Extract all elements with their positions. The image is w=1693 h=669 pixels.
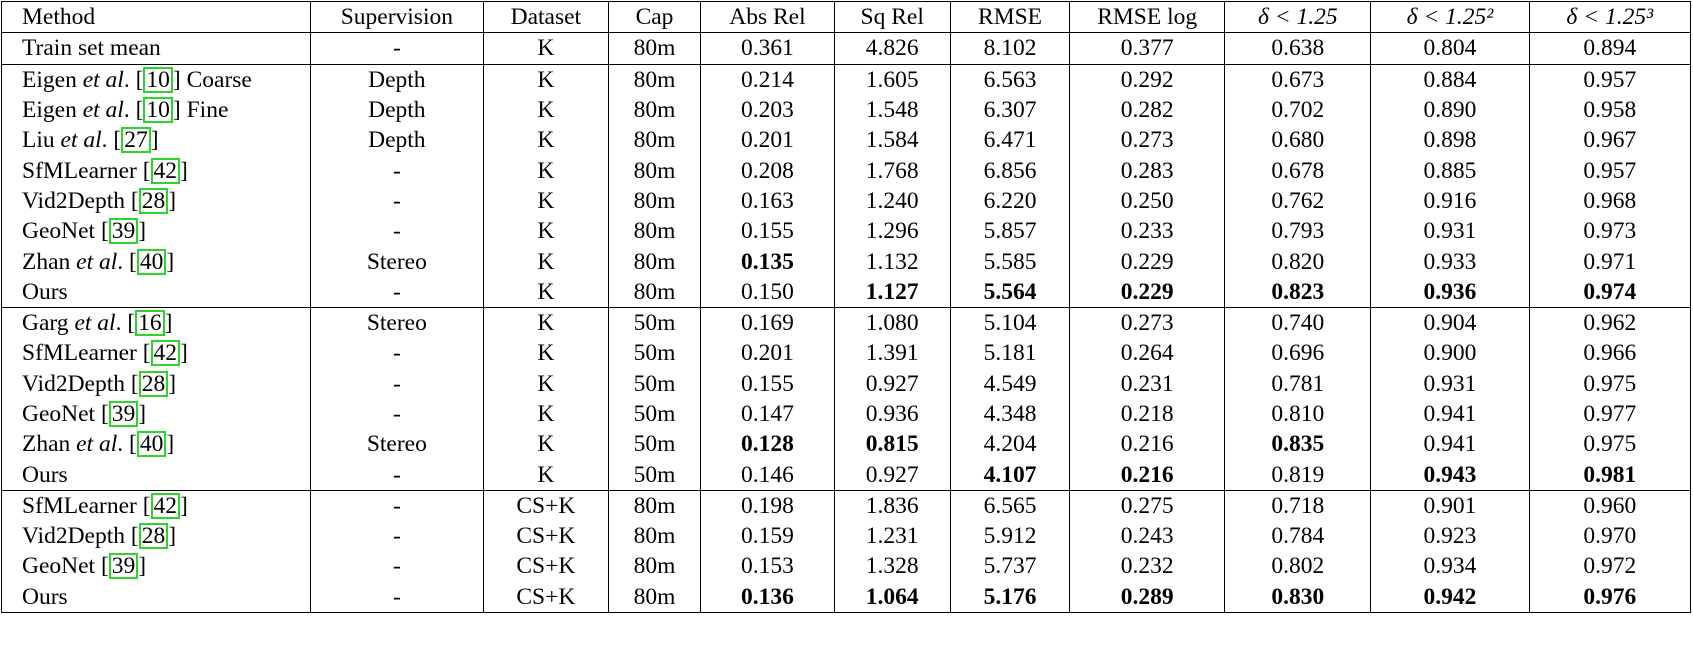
method-cell: SfMLearner [ 42 ] bbox=[2, 155, 311, 185]
cap-cell: 80m bbox=[608, 551, 701, 581]
header-cap: Cap bbox=[608, 2, 701, 33]
cap-cell: 50m bbox=[608, 459, 701, 490]
rmse-cell: 5.181 bbox=[950, 338, 1069, 368]
sq-rel-cell: 1.584 bbox=[834, 125, 950, 155]
cap-cell: 80m bbox=[608, 155, 701, 185]
rmse-log-cell: 0.275 bbox=[1070, 490, 1225, 521]
table-row bbox=[2, 338, 1691, 368]
citation-link[interactable]: 42 bbox=[151, 340, 181, 366]
method-name: Ours bbox=[22, 583, 68, 610]
sq-rel-cell: 4.826 bbox=[834, 33, 950, 64]
method-cell: SfMLearner [ 42 ] bbox=[2, 338, 311, 368]
abs-rel-cell: 0.136 bbox=[701, 582, 834, 613]
abs-rel-cell: 0.155 bbox=[701, 216, 834, 246]
delta-2-cell: 0.931 bbox=[1371, 369, 1529, 399]
rmse-log-cell: 0.216 bbox=[1070, 459, 1225, 490]
sq-rel-cell: 1.127 bbox=[834, 277, 950, 308]
dataset-cell: K bbox=[483, 64, 608, 95]
citation-link[interactable]: 42 bbox=[151, 158, 181, 184]
method-cell bbox=[2, 277, 311, 308]
delta-3-cell: 0.975 bbox=[1529, 429, 1690, 459]
dataset-cell: CS+K bbox=[483, 521, 608, 551]
et-al: et al bbox=[60, 127, 102, 154]
abs-rel-cell: 0.128 bbox=[701, 429, 834, 459]
rmse-log-cell: 0.229 bbox=[1070, 246, 1225, 276]
rmse-cell: 5.176 bbox=[950, 582, 1069, 613]
delta-2-cell: 0.904 bbox=[1371, 307, 1529, 338]
sq-rel-cell: 0.815 bbox=[834, 429, 950, 459]
delta-1-cell: 0.823 bbox=[1225, 277, 1371, 308]
cap-cell: 80m bbox=[608, 33, 701, 64]
delta-1-cell: 0.762 bbox=[1225, 186, 1371, 216]
supervision-cell: - bbox=[310, 216, 483, 246]
citation-link[interactable]: 28 bbox=[139, 371, 169, 397]
citation-link[interactable]: 39 bbox=[109, 401, 139, 427]
abs-rel-cell: 0.203 bbox=[701, 95, 834, 125]
supervision-cell: - bbox=[310, 369, 483, 399]
method-name: GeoNet bbox=[22, 218, 96, 245]
cap-cell: 80m bbox=[608, 521, 701, 551]
dataset-cell: CS+K bbox=[483, 551, 608, 581]
abs-rel-cell: 0.147 bbox=[701, 399, 834, 429]
rmse-log-cell: 0.289 bbox=[1070, 582, 1225, 613]
method-cell bbox=[2, 582, 311, 613]
citation-link[interactable]: 39 bbox=[109, 218, 139, 244]
supervision-cell: - bbox=[310, 338, 483, 368]
delta-3-cell: 0.971 bbox=[1529, 246, 1690, 276]
table-row bbox=[2, 216, 1691, 246]
dataset-cell: K bbox=[483, 429, 608, 459]
method-cell bbox=[2, 459, 311, 490]
delta-3-cell: 0.975 bbox=[1529, 369, 1690, 399]
et-al-dot: . bbox=[117, 248, 124, 275]
rmse-cell: 5.104 bbox=[950, 307, 1069, 338]
delta-2-cell: 0.923 bbox=[1371, 521, 1529, 551]
sq-rel-cell: 1.548 bbox=[834, 95, 950, 125]
delta-2-cell: 0.936 bbox=[1371, 277, 1529, 308]
delta-1-cell: 0.793 bbox=[1225, 216, 1371, 246]
table-row bbox=[2, 95, 1691, 125]
et-al-dot: . bbox=[123, 66, 130, 93]
rmse-log-cell: 0.377 bbox=[1070, 33, 1225, 64]
table-row bbox=[2, 186, 1691, 216]
delta-2-cell: 0.933 bbox=[1371, 246, 1529, 276]
cap-cell: 50m bbox=[608, 399, 701, 429]
supervision-cell: Stereo bbox=[310, 307, 483, 338]
table-row bbox=[2, 64, 1691, 95]
method-cell: Garg et al. [ 16 ] bbox=[2, 307, 311, 338]
dataset-cell: K bbox=[483, 125, 608, 155]
delta-2-cell: 0.931 bbox=[1371, 216, 1529, 246]
delta-1-cell: 0.678 bbox=[1225, 155, 1371, 185]
method-name: GeoNet bbox=[22, 401, 96, 427]
delta-1-cell: 0.680 bbox=[1225, 125, 1371, 155]
supervision-cell: - bbox=[310, 399, 483, 429]
dataset-cell: CS+K bbox=[483, 582, 608, 613]
method-cell: GeoNet [ 39 ] bbox=[2, 216, 311, 246]
method-name: Vid2Depth bbox=[22, 187, 126, 214]
table-row bbox=[2, 246, 1691, 276]
delta-3-cell: 0.970 bbox=[1529, 521, 1690, 551]
abs-rel-cell: 0.169 bbox=[701, 307, 834, 338]
table-row bbox=[2, 459, 1691, 490]
rmse-cell: 5.564 bbox=[950, 277, 1069, 308]
sq-rel-cell: 1.064 bbox=[834, 582, 950, 613]
abs-rel-cell: 0.155 bbox=[701, 369, 834, 399]
method-suffix: Coarse bbox=[180, 66, 252, 93]
rmse-cell: 6.220 bbox=[950, 186, 1069, 216]
rmse-cell: 8.102 bbox=[950, 33, 1069, 64]
cap-cell: 80m bbox=[608, 186, 701, 216]
dataset-cell: K bbox=[483, 246, 608, 276]
abs-rel-cell: 0.150 bbox=[701, 277, 834, 308]
et-al-dot: . bbox=[117, 431, 124, 458]
delta-3-cell: 0.973 bbox=[1529, 216, 1690, 246]
delta-3-cell: 0.972 bbox=[1529, 551, 1690, 581]
sq-rel-cell: 1.080 bbox=[834, 307, 950, 338]
delta-1-cell: 0.673 bbox=[1225, 64, 1371, 95]
method-cell: Zhan et al. [ 40 ] bbox=[2, 246, 311, 276]
delta-2-cell: 0.934 bbox=[1371, 551, 1529, 581]
cap-cell: 50m bbox=[608, 429, 701, 459]
delta-2-cell: 0.804 bbox=[1371, 33, 1529, 64]
citation-link[interactable]: 10 bbox=[143, 67, 173, 93]
table-row bbox=[2, 155, 1691, 185]
sq-rel-cell: 1.768 bbox=[834, 155, 950, 185]
delta-2-cell: 0.885 bbox=[1371, 155, 1529, 185]
header-sq-rel: Sq Rel bbox=[834, 2, 950, 33]
rmse-cell: 6.471 bbox=[950, 125, 1069, 155]
delta-3-cell: 0.967 bbox=[1529, 125, 1690, 155]
supervision-cell: Depth bbox=[310, 64, 483, 95]
rmse-cell: 5.737 bbox=[950, 551, 1069, 581]
delta-2-cell: 0.884 bbox=[1371, 64, 1529, 95]
abs-rel-cell: 0.135 bbox=[701, 246, 834, 276]
delta-1-cell: 0.830 bbox=[1225, 582, 1371, 613]
abs-rel-cell: 0.361 bbox=[701, 33, 834, 64]
header-rmse-log: RMSE log bbox=[1070, 2, 1225, 33]
dataset-cell: K bbox=[483, 338, 608, 368]
delta-1-cell: 0.820 bbox=[1225, 246, 1371, 276]
method-name: Eigen bbox=[22, 66, 83, 93]
delta-1-cell: 0.802 bbox=[1225, 551, 1371, 581]
delta-3-cell: 0.894 bbox=[1529, 33, 1690, 64]
method-cell: Vid2Depth [ 28 ] bbox=[2, 521, 311, 551]
delta-1-cell: 0.819 bbox=[1225, 459, 1371, 490]
rmse-log-cell: 0.273 bbox=[1070, 125, 1225, 155]
dataset-cell: K bbox=[483, 33, 608, 64]
delta-2-cell: 0.898 bbox=[1371, 125, 1529, 155]
rmse-log-cell: 0.233 bbox=[1070, 216, 1225, 246]
rmse-log-cell: 0.229 bbox=[1070, 277, 1225, 308]
abs-rel-cell: 0.201 bbox=[701, 125, 834, 155]
method-name: SfMLearner bbox=[22, 157, 137, 184]
method-name: Ours bbox=[22, 278, 68, 305]
method-cell: Vid2Depth [ 28 ] bbox=[2, 369, 311, 399]
table-row bbox=[2, 307, 1691, 338]
citation-link[interactable]: 27 bbox=[121, 127, 151, 153]
method-name: Vid2Depth bbox=[22, 370, 126, 397]
sq-rel-cell: 1.231 bbox=[834, 521, 950, 551]
method-name: Zhan bbox=[22, 431, 77, 458]
et-al: et al bbox=[82, 66, 124, 93]
delta-3-cell: 0.962 bbox=[1529, 307, 1690, 338]
citation-link[interactable]: 42 bbox=[151, 493, 181, 519]
table-row bbox=[2, 521, 1691, 551]
sq-rel-cell: 1.836 bbox=[834, 490, 950, 521]
abs-rel-cell: 0.208 bbox=[701, 155, 834, 185]
rmse-log-cell: 0.216 bbox=[1070, 429, 1225, 459]
supervision-cell: - bbox=[310, 551, 483, 581]
dataset-cell: K bbox=[483, 307, 608, 338]
dataset-cell: K bbox=[483, 399, 608, 429]
table-row bbox=[2, 399, 1691, 429]
supervision-cell: Stereo bbox=[310, 246, 483, 276]
header-delta-2: δ < 1.25² bbox=[1371, 2, 1529, 33]
delta-3-cell: 0.957 bbox=[1529, 64, 1690, 95]
delta-3-cell: 0.981 bbox=[1529, 459, 1690, 490]
rmse-log-cell: 0.232 bbox=[1070, 551, 1225, 581]
rmse-log-cell: 0.231 bbox=[1070, 369, 1225, 399]
delta-1-cell: 0.718 bbox=[1225, 490, 1371, 521]
rmse-cell: 4.348 bbox=[950, 399, 1069, 429]
delta-2-cell: 0.916 bbox=[1371, 186, 1529, 216]
delta-3-cell: 0.974 bbox=[1529, 277, 1690, 308]
supervision-cell: Depth bbox=[310, 125, 483, 155]
method-name: Liu bbox=[22, 127, 61, 154]
delta-3-cell: 0.976 bbox=[1529, 582, 1690, 613]
sq-rel-cell: 0.936 bbox=[834, 399, 950, 429]
rmse-cell: 5.912 bbox=[950, 521, 1069, 551]
delta-2-cell: 0.941 bbox=[1371, 399, 1529, 429]
table-row bbox=[2, 125, 1691, 155]
sq-rel-cell: 0.927 bbox=[834, 369, 950, 399]
rmse-log-cell: 0.283 bbox=[1070, 155, 1225, 185]
cap-cell: 80m bbox=[608, 582, 701, 613]
abs-rel-cell: 0.153 bbox=[701, 551, 834, 581]
abs-rel-cell: 0.214 bbox=[701, 64, 834, 95]
supervision-cell: - bbox=[310, 155, 483, 185]
method-name: GeoNet bbox=[22, 553, 96, 580]
method-name: Garg bbox=[22, 310, 75, 337]
rmse-cell: 4.204 bbox=[950, 429, 1069, 459]
cap-cell: 80m bbox=[608, 216, 701, 246]
method-cell: Zhan et al. [ 40 ] bbox=[2, 429, 311, 459]
sq-rel-cell: 0.927 bbox=[834, 459, 950, 490]
results-table bbox=[1, 1, 1691, 613]
supervision-cell: - bbox=[310, 582, 483, 613]
delta-1-cell: 0.781 bbox=[1225, 369, 1371, 399]
header-delta-3: δ < 1.25³ bbox=[1529, 2, 1690, 33]
table-row bbox=[2, 369, 1691, 399]
et-al: et al bbox=[76, 248, 118, 275]
table-row bbox=[2, 490, 1691, 521]
rmse-cell: 6.307 bbox=[950, 95, 1069, 125]
rmse-log-cell: 0.218 bbox=[1070, 399, 1225, 429]
supervision-cell: - bbox=[310, 459, 483, 490]
dataset-cell: K bbox=[483, 186, 608, 216]
delta-3-cell: 0.957 bbox=[1529, 155, 1690, 185]
cap-cell: 80m bbox=[608, 490, 701, 521]
method-name: Eigen bbox=[22, 97, 83, 124]
delta-3-cell: 0.958 bbox=[1529, 95, 1690, 125]
et-al-dot: . bbox=[101, 127, 108, 154]
rmse-cell: 6.856 bbox=[950, 155, 1069, 185]
dataset-cell: K bbox=[483, 216, 608, 246]
delta-1-cell: 0.810 bbox=[1225, 399, 1371, 429]
citation-link[interactable]: 28 bbox=[139, 188, 169, 214]
method-cell: SfMLearner [ 42 ] bbox=[2, 490, 311, 521]
rmse-cell: 6.563 bbox=[950, 64, 1069, 95]
et-al: et al bbox=[74, 310, 116, 337]
dataset-cell: K bbox=[483, 459, 608, 490]
delta-3-cell: 0.968 bbox=[1529, 186, 1690, 216]
method-name: Train set mean bbox=[22, 35, 161, 62]
cap-cell: 80m bbox=[608, 95, 701, 125]
rmse-log-cell: 0.243 bbox=[1070, 521, 1225, 551]
citation-link[interactable]: 10 bbox=[143, 97, 173, 123]
method-cell: Vid2Depth [ 28 ] bbox=[2, 186, 311, 216]
delta-1-cell: 0.784 bbox=[1225, 521, 1371, 551]
supervision-cell: Stereo bbox=[310, 429, 483, 459]
header-supervision: Supervision bbox=[310, 2, 483, 33]
citation-link[interactable]: 39 bbox=[109, 553, 139, 579]
method-cell bbox=[2, 33, 311, 64]
header-dataset: Dataset bbox=[483, 2, 608, 33]
supervision-cell: - bbox=[310, 490, 483, 521]
method-name: Vid2Depth bbox=[22, 523, 126, 550]
abs-rel-cell: 0.159 bbox=[701, 521, 834, 551]
rmse-log-cell: 0.264 bbox=[1070, 338, 1225, 368]
table-row bbox=[2, 277, 1691, 308]
header-method: Method bbox=[2, 2, 311, 33]
sq-rel-cell: 1.132 bbox=[834, 246, 950, 276]
method-suffix: Fine bbox=[180, 97, 229, 124]
rmse-log-cell: 0.282 bbox=[1070, 95, 1225, 125]
supervision-cell: Depth bbox=[310, 95, 483, 125]
rmse-cell: 4.549 bbox=[950, 369, 1069, 399]
method-cell: GeoNet [ 39 ] bbox=[2, 551, 311, 581]
supervision-cell: - bbox=[310, 521, 483, 551]
et-al-dot: . bbox=[115, 310, 122, 337]
supervision-cell: - bbox=[310, 277, 483, 308]
method-name: SfMLearner bbox=[22, 492, 137, 519]
sq-rel-cell: 1.328 bbox=[834, 551, 950, 581]
rmse-cell: 5.585 bbox=[950, 246, 1069, 276]
cap-cell: 80m bbox=[608, 277, 701, 308]
sq-rel-cell: 1.296 bbox=[834, 216, 950, 246]
abs-rel-cell: 0.163 bbox=[701, 186, 834, 216]
cap-cell: 50m bbox=[608, 307, 701, 338]
dataset-cell: K bbox=[483, 369, 608, 399]
rmse-cell: 4.107 bbox=[950, 459, 1069, 490]
citation-link[interactable]: 40 bbox=[137, 249, 167, 275]
sq-rel-cell: 1.391 bbox=[834, 338, 950, 368]
supervision-cell: - bbox=[310, 33, 483, 64]
delta-2-cell: 0.900 bbox=[1371, 338, 1529, 368]
rmse-cell: 6.565 bbox=[950, 490, 1069, 521]
abs-rel-cell: 0.198 bbox=[701, 490, 834, 521]
supervision-cell: - bbox=[310, 186, 483, 216]
delta-2-cell: 0.890 bbox=[1371, 95, 1529, 125]
sq-rel-cell: 1.605 bbox=[834, 64, 950, 95]
citation-link[interactable]: 40 bbox=[137, 431, 167, 457]
method-name: SfMLearner bbox=[22, 340, 137, 367]
delta-1-cell: 0.702 bbox=[1225, 95, 1371, 125]
method-cell: GeoNet [ 39 ] bbox=[2, 399, 311, 429]
delta-2-cell: 0.941 bbox=[1371, 429, 1529, 459]
dataset-cell: K bbox=[483, 155, 608, 185]
method-cell: Eigen et al. [ 10 ] Fine bbox=[2, 95, 311, 125]
header-abs-rel: Abs Rel bbox=[701, 2, 834, 33]
table-row bbox=[2, 551, 1691, 581]
delta-1-cell: 0.638 bbox=[1225, 33, 1371, 64]
et-al: et al bbox=[76, 431, 118, 458]
table-row bbox=[2, 33, 1691, 64]
delta-1-cell: 0.696 bbox=[1225, 338, 1371, 368]
header-rmse: RMSE bbox=[950, 2, 1069, 33]
delta-2-cell: 0.901 bbox=[1371, 490, 1529, 521]
dataset-cell: K bbox=[483, 277, 608, 308]
header-delta-1: δ < 1.25 bbox=[1225, 2, 1371, 33]
et-al-dot: . bbox=[123, 97, 130, 124]
cap-cell: 50m bbox=[608, 338, 701, 368]
delta-2-cell: 0.942 bbox=[1371, 582, 1529, 613]
delta-3-cell: 0.977 bbox=[1529, 399, 1690, 429]
method-name: Zhan bbox=[22, 248, 77, 275]
method-name: Ours bbox=[22, 461, 68, 488]
cap-cell: 80m bbox=[608, 246, 701, 276]
cap-cell: 50m bbox=[608, 369, 701, 399]
header-row bbox=[2, 2, 1691, 33]
delta-2-cell: 0.943 bbox=[1371, 459, 1529, 490]
delta-3-cell: 0.966 bbox=[1529, 338, 1690, 368]
delta-1-cell: 0.740 bbox=[1225, 307, 1371, 338]
abs-rel-cell: 0.201 bbox=[701, 338, 834, 368]
rmse-cell: 5.857 bbox=[950, 216, 1069, 246]
dataset-cell: CS+K bbox=[483, 490, 608, 521]
rmse-log-cell: 0.292 bbox=[1070, 64, 1225, 95]
abs-rel-cell: 0.146 bbox=[701, 459, 834, 490]
table-row bbox=[2, 582, 1691, 613]
method-cell: Eigen et al. [ 10 ] Coarse bbox=[2, 64, 311, 95]
cap-cell: 80m bbox=[608, 125, 701, 155]
delta-3-cell: 0.960 bbox=[1529, 490, 1690, 521]
cap-cell: 80m bbox=[608, 64, 701, 95]
method-cell: Liu et al. [ 27 ] bbox=[2, 125, 311, 155]
rmse-log-cell: 0.250 bbox=[1070, 186, 1225, 216]
citation-link[interactable]: 16 bbox=[135, 310, 165, 336]
citation-link[interactable]: 28 bbox=[139, 523, 169, 549]
et-al: et al bbox=[82, 97, 124, 124]
delta-1-cell: 0.835 bbox=[1225, 429, 1371, 459]
table-row bbox=[2, 429, 1691, 459]
sq-rel-cell: 1.240 bbox=[834, 186, 950, 216]
rmse-log-cell: 0.273 bbox=[1070, 307, 1225, 338]
dataset-cell: K bbox=[483, 95, 608, 125]
